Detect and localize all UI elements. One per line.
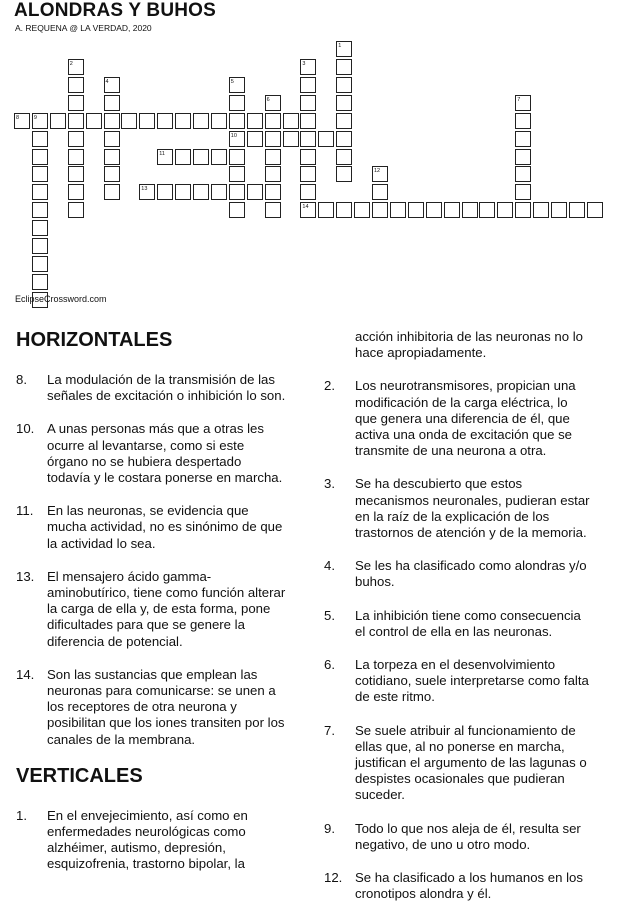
cell-number: 7 [517, 96, 521, 103]
clue-text: Se ha descubierto que estos mecanismos neuronales, pudieran estar en la raíz de la explicación de los trastornos de atención y de la memoria. [355, 476, 590, 541]
grid-cell[interactable] [68, 131, 84, 147]
grid-cell[interactable] [390, 202, 406, 218]
grid-cell[interactable] [533, 202, 549, 218]
clue-text: En el envejecimiento, así como en enfermedades neurológicas como alzhéimer, autismo, depresión, esquizofrenia, trastorno bipolar, la [47, 807, 248, 872]
across-heading: HORIZONTALES [16, 329, 173, 351]
grid-cell[interactable] [211, 184, 227, 200]
grid-cell[interactable] [175, 113, 191, 129]
clue-text: Los neurotransmisores, propician una modificación de la carga eléctrica, lo que genera una diferencia de él, que activa una onda de excitación que se transmite de una neurona a otra. [355, 378, 576, 459]
puzzle-author: A. REQUENA @ LA VERDAD, 2020 [15, 23, 152, 33]
grid-cell[interactable] [265, 202, 281, 218]
clue-item [324, 608, 592, 640]
clue-item [16, 667, 286, 748]
grid-cell[interactable] [515, 202, 531, 218]
grid-cell[interactable] [462, 202, 478, 218]
grid-cell[interactable] [354, 202, 370, 218]
grid-cell[interactable] [193, 149, 209, 165]
grid-cell[interactable] [318, 202, 334, 218]
grid-cell[interactable] [86, 113, 102, 129]
down-clue-continuation: acción inhibitoria de las neuronas no lo hace apropiadamente. [355, 329, 583, 361]
cell-number: 14 [302, 204, 309, 211]
clue-number: 10. [16, 421, 35, 437]
crossword-grid [0, 0, 624, 310]
grid-cell[interactable] [318, 131, 334, 147]
grid-cell[interactable] [229, 166, 245, 182]
cell-number: 3 [302, 61, 306, 67]
grid-cell[interactable] [283, 113, 299, 129]
grid-cell[interactable] [300, 77, 316, 93]
grid-cell[interactable] [247, 131, 263, 147]
clue-text: Todo lo que nos aleja de él, resulta ser negativo, de uno u otro modo. [355, 820, 581, 852]
grid-cell[interactable] [336, 131, 352, 147]
cell-number: 6 [266, 96, 270, 103]
grid-cell[interactable] [229, 149, 245, 165]
grid-cell[interactable] [336, 166, 352, 182]
grid-cell[interactable] [229, 113, 245, 129]
grid-cell[interactable] [104, 166, 120, 182]
credit-text: EclipseCrossword.com [15, 294, 107, 304]
cell-number: 4 [105, 78, 109, 85]
grid-cell[interactable] [444, 202, 460, 218]
clue-item [16, 808, 286, 873]
clue-number: 4. [324, 558, 335, 574]
grid-cell[interactable] [157, 113, 173, 129]
clues-right-column [324, 329, 592, 919]
clue-item [16, 503, 286, 552]
grid-cell[interactable] [247, 184, 263, 200]
grid-cell[interactable] [68, 184, 84, 200]
clue-text: El mensajero ácido gamma-aminobutírico, tiene como función alterar la carga de ella y, de esta forma, pone dificultades para que se genere la diferencia de potencial. [47, 568, 286, 649]
clue-item [324, 558, 592, 590]
clue-item [16, 421, 286, 486]
grid-cell[interactable] [32, 274, 48, 290]
clue-number: 7. [324, 722, 335, 738]
clue-item [16, 569, 286, 650]
grid-cell[interactable] [515, 131, 531, 147]
cell-number: 12 [374, 168, 381, 175]
grid-cell[interactable] [265, 113, 281, 129]
grid-cell[interactable] [229, 95, 245, 111]
grid-cell[interactable] [211, 149, 227, 165]
clue-item [16, 372, 286, 404]
grid-cell[interactable] [32, 149, 48, 165]
cell-number: 8 [16, 114, 20, 121]
grid-cell[interactable] [372, 202, 388, 218]
cell-number: 13 [141, 186, 148, 193]
grid-cell[interactable] [265, 184, 281, 200]
grid-cell[interactable] [104, 184, 120, 200]
clue-text: Se les ha clasificado como alondras y/o buhos. [355, 558, 587, 590]
grid-cell[interactable] [68, 95, 84, 111]
cell-number: 9 [33, 114, 37, 121]
grid-cell[interactable] [265, 149, 281, 165]
cell-number: 1 [338, 43, 342, 50]
grid-cell[interactable] [68, 149, 84, 165]
down-clue-list-right [324, 378, 592, 902]
clue-text: Se suele atribuir al funcionamiento de ellas que, al no ponerse en marcha, justifican el argumento de las lagunas o despistes ocasionales que pudieran suceder. [355, 722, 587, 803]
grid-cell[interactable] [300, 131, 316, 147]
grid-cell[interactable] [283, 131, 299, 147]
clue-text: Se ha clasificado a los humanos en los cronotipos alondra y él. [355, 870, 583, 902]
across-clue-list [16, 372, 286, 748]
grid-cell[interactable] [32, 238, 48, 254]
cell-number: 5 [230, 78, 234, 85]
grid-cell[interactable] [300, 166, 316, 182]
grid-cell[interactable] [68, 166, 84, 182]
grid-cell[interactable] [551, 202, 567, 218]
grid-cell[interactable] [300, 184, 316, 200]
grid-cell[interactable] [175, 184, 191, 200]
clue-text: La torpeza en el desenvolvimiento cotidiano, suele interpretarse como falta de este ritmo. [355, 657, 589, 705]
cell-number: 11 [159, 150, 165, 157]
grid-cell[interactable] [229, 202, 245, 218]
grid-cell[interactable] [104, 149, 120, 165]
clue-text: Son las sustancias que emplean las neuronas para comunicarse: se unen a los receptores de otra neurona y posibilitan que los iones transiten por los canales de la membrana. [47, 666, 285, 747]
grid-cell[interactable] [515, 166, 531, 182]
clue-number: 9. [324, 820, 335, 836]
clue-text: La inhibición tiene como consecuencia el control de ella en las neuronas. [355, 607, 581, 639]
grid-cell[interactable] [229, 184, 245, 200]
clue-number: 8. [16, 372, 27, 387]
clue-text: La modulación de la transmisión de las señales de excitación o inhibición lo son. [47, 372, 286, 404]
puzzle-title: ALONDRAS Y BUHOS [14, 0, 217, 21]
grid-cell[interactable] [247, 113, 263, 129]
grid-cell[interactable] [336, 202, 352, 218]
grid-cell[interactable] [193, 113, 209, 129]
clue-number: 13. [16, 568, 35, 584]
grid-cell[interactable] [408, 202, 424, 218]
grid-cell[interactable] [479, 202, 495, 218]
grid-cell[interactable] [50, 113, 66, 129]
clue-number: 2. [324, 378, 335, 394]
grid-cell[interactable] [515, 113, 531, 129]
grid-cell[interactable] [68, 202, 84, 218]
grid-cell[interactable] [336, 113, 352, 129]
clue-text: En las neuronas, se evidencia que mucha actividad, no es sinónimo de que la actividad lo sea. [47, 503, 283, 551]
down-clue-list-left [16, 808, 286, 873]
grid-cell[interactable] [497, 202, 513, 218]
grid-cell[interactable] [32, 131, 48, 147]
grid-cell[interactable] [265, 131, 281, 147]
grid-cell[interactable] [32, 202, 48, 218]
grid-cell[interactable] [68, 113, 84, 129]
grid-cell[interactable] [372, 184, 388, 200]
clue-item [324, 821, 592, 853]
grid-cell[interactable] [157, 184, 173, 200]
grid-cell[interactable] [336, 149, 352, 165]
grid-cell[interactable] [300, 113, 316, 129]
grid-cell[interactable] [515, 149, 531, 165]
grid-cell[interactable] [515, 184, 531, 200]
grid-cell[interactable] [193, 184, 209, 200]
clue-item [324, 870, 592, 902]
grid-cell[interactable] [32, 184, 48, 200]
down-heading: VERTICALES [16, 764, 143, 787]
grid-cell[interactable] [336, 59, 352, 75]
grid-cell[interactable] [300, 95, 316, 111]
clue-item [324, 723, 592, 804]
grid-cell[interactable] [104, 131, 120, 147]
clue-text: A unas personas más que a otras les ocurre al levantarse, como si este órgano no se hubiera despertado todavía y le costara ponerse en marcha. [47, 421, 283, 486]
grid-cell[interactable] [104, 113, 120, 129]
grid-cell[interactable] [587, 202, 603, 218]
grid-cell[interactable] [104, 95, 120, 111]
grid-cell[interactable] [32, 220, 48, 236]
clue-number: 1. [16, 807, 27, 823]
clue-number: 11. [16, 503, 34, 519]
clue-number: 12. [324, 870, 343, 886]
grid-cell[interactable] [336, 77, 352, 93]
clue-number: 6. [324, 657, 335, 673]
grid-cell[interactable] [68, 77, 84, 93]
grid-cell[interactable] [265, 166, 281, 182]
clue-number: 14. [16, 666, 35, 682]
grid-cell[interactable] [569, 202, 585, 218]
grid-cell[interactable] [211, 113, 227, 129]
clue-number: 5. [324, 607, 335, 623]
grid-cell[interactable] [32, 166, 48, 182]
grid-cell[interactable] [336, 95, 352, 111]
grid-cell[interactable] [175, 149, 191, 165]
grid-cell[interactable] [121, 113, 137, 129]
cell-number: 2 [69, 61, 73, 67]
clues-left-column [16, 329, 286, 873]
grid-cell[interactable] [426, 202, 442, 218]
clue-item [324, 476, 592, 541]
clue-item [324, 378, 592, 459]
clue-item [324, 657, 592, 706]
grid-cell[interactable] [32, 256, 48, 272]
clue-number: 3. [324, 476, 335, 492]
grid-cell[interactable] [300, 149, 316, 165]
cell-number: 10 [230, 132, 237, 139]
grid-cell[interactable] [139, 113, 155, 129]
